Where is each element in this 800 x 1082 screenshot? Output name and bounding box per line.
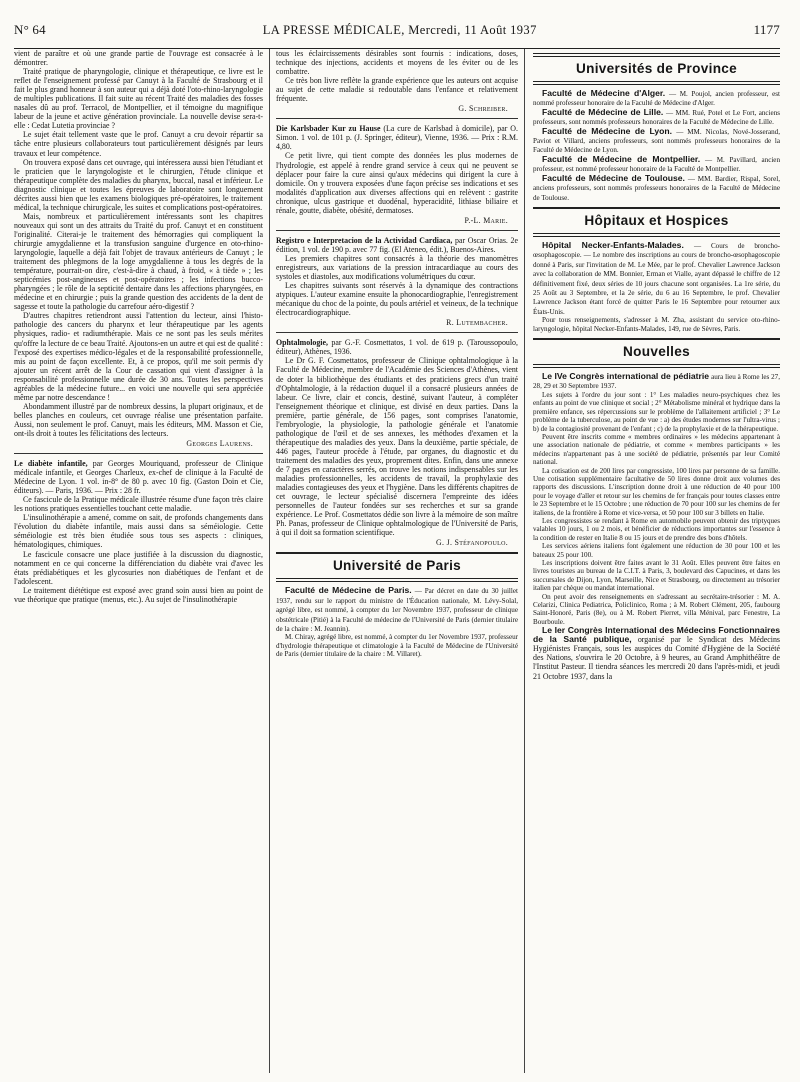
notice-body: organisé par le Syndicat des Médecins Hygiénistes Français, sous les auspices du Comité d'Hygiène de la Société des Nations, s'ouvrira le 20 Octobre, à 9 heures, au Grand Amphithéâtre de l'Institut Pasteur. Il tiendra séances les mercredi 20 dans l'après-midi, et jeudi 21 Octobre 1937, dans la	[533, 635, 780, 681]
notice-title: Faculté de Médecine de Toulouse.	[542, 172, 685, 183]
review-signature: Georges Laurens.	[186, 439, 253, 449]
notice-body: — MM. Rué, Potel et Le Fort, anciens professeurs, sont nommés professeurs honoraires de la Faculté de Médecine de Lille.	[533, 108, 780, 127]
notice-body: — Cours de broncho-œsophagoscopie. — Le nombre des inscriptions au cours de broncho-œsophagoscopie donné à Paris, sur l'invitation de M. Le Mée, par le prof. Chevalier Lawrence Jackson avec la collaboration de MM. Bonnier, Erman et Vialle, ayant dépassé le chiffre de 12 définitivement fixé, deux séries de 10 jours chacune sont organisées. La 1re série, du 25 Août au 3 Septembre, et la 2e série, du 6 au 16 Septembre, le prof. Chevalier Lawrence Jackson étant forcé de quitter Paris le 16 Septembre pour retourner aux États-Unis.	[533, 241, 780, 316]
paragraph: D'autres chapitres retiendront aussi l'attention du lecteur, ainsi l'histo-pathologie des cancers du pharynx et leur thérapeutique par les agents physiques, radio- et radiumthérapie. Mais ce ne sont pas les seuls mérites qu'offre la lecture de ce beau Traité. Ajoutons-en un autre et qui est de qualité : l'exposé des expertises médico-légales et de la responsabilité professionnelle, mis au point de façon excellente. Et, à ce propos, qu'il me soit permis d'y ajouter un récent arrêt de la Cour de cassation qui vient d'assigner à la responsabilité professionnelle une durée de 30 ans. Toutes les perspectives agréables de la médecine future... en voici une nouvelle qui sera appréciée même par notre descendance !	[14, 311, 263, 402]
book-title: Die Karlsbader Kur zu Hause	[276, 124, 381, 134]
paragraph: Les congressistes se rendant à Rome en automobile peuvent obtenir des triptyques valables 10 jours, 1 ou 2 mois, et bénéficier de réductions importantes sur l'essence à la condition de rester en Italie 8 ou 15 jours et de prendre des bons d'hôtels.	[533, 516, 780, 542]
paragraph: Les sujets à l'ordre du jour sont : 1° Les maladies neuro-psychiques chez les enfants au point de vue clinique et social ; 2° Métabolisme minéral et hydrique dans la première enfance, ses répercussions sur le problème de l'allaitement artificiel ; 3° Le problème de la tuberculose, au point de vue : a) des études modernes sur l'ultra-virus ; b) de la contagiosité provenant de l'enfant ; c) de la prophylaxie et de la thérapeutique.	[533, 390, 780, 433]
paragraph: Le Dr G. F. Cosmettatos, professeur de Clinique ophtalmologique à la Faculté de Médecine, membre de l'Académie des Sciences d'Athènes, vient de doter la bibliothèque des étudiants et des praticiens grecs d'un traité d'Ophtalmologie, à la rédaction duquel il a consacré plusieurs années de labeur. Ce livre, clair et concis, destiné, suivant l'auteur, à compléter l'enseignement théorique et clinique, est divisé en deux parties. Dans la première, partie générale, de 156 pages, sont comprises l'anatomie, l'embryologie, la physiologie, la pathologie générale et l'anatomie pathologique de l'œil et de ses annexes, les méthodes d'examen et la thérapeutique des maladies des yeux. Dans la deuxième, partie spéciale, de 446 pages, l'auteur procède à l'étude, par organes, du diagnostic et du traitement des maladies des yeux, proprement dites. Enfin, dans une annexe de 7 pages en caractères serrés, on trouve les notions indispensables sur les maladies professionnelles, les accidents de travail, la prophylaxie des maladies contagieuses des yeux et l'hygiène. Dans les différents chapitres de cet ouvrage, le lecteur spécialisé discernera l'empreinte des idées personnelles de l'auteur fondées sur ses recherches et sur sa grande expérience. Le Prof. Cosmettatos dédie son livre à la mémoire de son maître Ph. Panas, professeur de Clinique ophtalmologique de l'Université de Paris, à qui il doit sa formation scientifique.	[276, 356, 518, 538]
notice	[533, 241, 780, 316]
section-heading: Hôpitaux et Hospices	[584, 212, 729, 228]
paragraph: Les inscriptions doivent être faites avant le 31 Août. Elles peuvent être faites en livres touristes au bureau de la C.I.T. à Paris, 3, boulevard des Capucines, et dans les succursales de Dijon, Lyon, Marseille, Nice et Strasbourg, ou directement au trésorier italien par chèque ou mandat international.	[533, 559, 780, 593]
book-title: Le diabète infantile,	[14, 459, 88, 469]
paragraph: Ce très bon livre reflète la grande expérience que les auteurs ont acquise au sujet de cette maladie si redoutable dans l'enfance et relativement fréquente.	[276, 76, 518, 104]
paragraph: Le sujet était tellement vaste que le prof. Canuyt a cru devoir répartir sa tâche entre plusieurs collaborateurs tout particulièrement désignés par leurs travaux et leur compétence.	[14, 130, 263, 158]
issue-number: N° 64	[14, 22, 46, 37]
masthead	[14, 0, 780, 46]
notice	[276, 586, 518, 633]
paragraph: Le traitement diététique est exposé avec grand soin aussi bien au point de vue théorique que pratique (menus, etc.). Au sujet de l'insulinothérapie	[14, 585, 263, 604]
section-heading: Nouvelles	[623, 344, 690, 360]
book-details: par Georges Mouriquand, professeur de Clinique médicale infantile, et Georges Charleux, ex-chef de clinique à la Faculté de Médecine de Lyon. 1 vol. in-8° de 80 p. avec 10 fig. (Gaston Doin et Cie, éditeurs). — Paris, 1936. — Prix : 28 fr.	[14, 459, 263, 496]
notice-title: Faculté de Médecine de Lyon.	[542, 125, 673, 136]
column-2	[269, 49, 524, 1073]
notice-title: Faculté de Médecine de Lille.	[542, 106, 664, 117]
divider	[533, 207, 780, 209]
notice-title: Faculté de Médecine de Montpellier.	[542, 153, 701, 164]
section-heading: Université de Paris	[332, 558, 462, 574]
paragraph: Traité pratique de pharyngologie, clinique et thérapeutique, ce livre est le reflet de l'enseignement professé par Canuyt à la Faculté de Strasbourg et il fait le plus grand honneur à son auteur qui a déjà doté l'oto-rhino-laryngologie de multiples publications. Il fait suite au récent Traité des maladies des fosses nasales dû au prof. Terracol, de Montpellier, et il témoigne du magnifique labeur de la jeune et active génération provinciale. La nouvelle devise sera-t-elle : Cedat Lutetia provinciae ?	[14, 67, 263, 131]
book-details: par Oscar Orias. 2e édition, 1 vol. de 190 p. avec 77 fig. (El Ateneo, édit.), Buenos-Aires.	[276, 235, 518, 254]
paragraph: Les premiers chapitres sont consacrés à la théorie des manomètres enregistreurs, aux variations de la pression intracardiaque au cours des systoles et diastoles, aux modifications volumétriques du cœur.	[276, 253, 518, 282]
divider	[276, 230, 518, 231]
notice-body: — MM. Bardier, Rispal, Sorel, anciens professeurs, sont nommés professeurs honoraires de la Faculté de Médecine de Toulouse.	[533, 174, 780, 202]
notice-body: — M. Poujol, ancien professeur, est nommé professeur honoraire de la Faculté de Médecine d'Alger.	[533, 90, 780, 108]
journal-title: LA PRESSE MÉDICALE, Mercredi, 11 Août 1937	[262, 23, 537, 37]
notice-title: Le Ier Congrès International des Médecins Fonctionnaires de la Santé publique,	[533, 625, 780, 645]
paragraph: On peut avoir des renseignements en s'adressant au secrétaire-trésorier : M. A. Celarizi, Clinica Pediatrica, Policlinico, Roma ; à M. Robert Clément, 205, faubourg Saint-Honoré, Paris (8e), ou à M. Robert Pierret, villa Ménival, parc Fenestre, La Bourboule.	[533, 592, 780, 626]
book-entry	[276, 236, 518, 254]
divider	[14, 453, 263, 454]
review-signature: G. J. Stéfanopoulo.	[436, 538, 508, 548]
divider	[276, 332, 518, 333]
notice	[533, 155, 780, 174]
paragraph: M. Chiray, agrégé libre, est nommé, à compter du 1er Novembre 1937, professeur d'hydrologie thérapeutique et climatologie à la Faculté de Médecine de l'Université de Paris (dernier titulaire de la chaire : M. Villaret).	[276, 633, 518, 659]
review-signature: P.-L. Marie.	[464, 215, 508, 225]
notice	[533, 626, 780, 680]
notice-title: Faculté de Médecine de Paris.	[285, 585, 412, 596]
notice-title: Le IVe Congrès international de pédiatrie	[542, 371, 710, 382]
paragraph: Ce fascicule de la Pratique médicale illustrée résume d'une façon très claire les notions pratiques essentielles touchant cette maladie.	[14, 495, 263, 514]
paragraph: La cotisation est de 200 lires par congressiste, 100 lires par personne de sa famille. Une cotisation supplémentaire facultative de 50 lires donne droit aux volumes des rapports des discussions. L'inscription donne droit à une réduction de 40 pour 100 pour le voyage d'aller et retour sur les chemins de fer français pour toutes classes entre le 23 Septembre et le 15 Octobre ; une réduction de 70 pour 100 sur les chemins de fer italiens, de la frontière à Rome et vice-versa, et 50 pour 100 sur 3 billets en Italie.	[533, 466, 780, 517]
book-entry	[276, 124, 518, 151]
notice	[533, 174, 780, 202]
notice	[533, 127, 780, 155]
paragraph: Pour tous renseignements, s'adresser à M. Zha, assistant du service oto-rhino-laryngologie, hôpital Necker-Enfants-Malades, 149, rue de Sèvres, Paris.	[533, 316, 780, 333]
book-details: (La cure de Karlsbad à domicile), par O. Simon. 1 vol. de 101 p. (J. Springer, éditeur), Vienne, 1936. — Prix : R.M. 4,80.	[276, 124, 518, 152]
paragraph: L'insulinothérapie a amené, comme on sait, de profonds changements dans l'évolution du diabète infantile, mais aussi dans sa séméiologie. Cette séméiologie est très bien étudiée sous tous ses aspects : cliniques, hématologiques, chimiques.	[14, 513, 263, 550]
section-rule	[533, 233, 780, 237]
paragraph: Les services aériens italiens font également une réduction de 30 pour 100 et les bateaux 25 pour 100.	[533, 542, 780, 559]
paragraph: vient de paraître et où une grande partie de l'ouvrage est consacrée à le démontrer.	[14, 49, 263, 68]
paragraph: Abondamment illustré par de nombreux dessins, la plupart originaux, et de belles planches en couleurs, cet ouvrage réalise une présentation parfaite. Aussi, non seulement le prof. Canuyt, mais les éditeurs, MM. Masson et Cie, ont-ils droit à toutes les félicitations des lecteurs.	[14, 401, 263, 438]
notice-body: — Par décret en date du 30 juillet 1937, rendu sur le rapport du ministre de l'Éducation nationale, M. Lévy-Solal, agrégé libre, est nommé, à compter du 1er Novembre 1937, professeur de clinique obstétricale (Pitié) à la Faculté de médecine de l'Université de Paris (dernier titulaire de la chaire : M. Jeannin).	[276, 587, 518, 634]
section-rule	[533, 81, 780, 85]
section-rule	[533, 53, 780, 57]
section-heading: Universités de Province	[575, 61, 738, 76]
column-3	[524, 49, 780, 1073]
review-signature: R. Lutembacher.	[446, 318, 508, 328]
notice-body: aura lieu à Rome les 27, 28, 29 et 30 Septembre 1937.	[533, 373, 780, 391]
paragraph: Les chapitres suivants sont réservés à la dynamique des contractions atypiques. L'auteur examine ensuite la phonocardiographie, l'enregistrement mécanique du choc de la pointe, du pouls artériel et veineux, de la technique électrocardiographique.	[276, 281, 518, 318]
paragraph: Peuvent être inscrits comme « membres ordinaires » les médecins appartenant à une association nationale de pédiatrie, et comme « membres participants » les médecins n'appartenant pas à une société de pédiatrie, présentés par leur Comité national.	[533, 432, 780, 467]
book-entry	[276, 338, 518, 356]
paragraph: On trouvera exposé dans cet ouvrage, qui intéressera aussi bien l'étudiant et le praticien que le laryngologiste et le chirurgien, l'étude clinique et thérapeutique complète des maladies du pharynx, buccal, nasal et inférieur. Le diagnostic clinique et toutes les épreuves de laboratoire sont longuement décrites aussi bien que les examens biologiques pré-opératoires, le traitement médical, la technique chirurgicale, les suites et complications post-opératoires.	[14, 157, 263, 212]
notice	[533, 89, 780, 108]
section-rule	[276, 578, 518, 582]
book-title: Ophtalmologie,	[276, 338, 328, 348]
book-title: Registro e Interpretacion de la Actividad Cardiaca,	[276, 235, 453, 245]
page-number: 1177	[753, 22, 780, 37]
divider	[276, 118, 518, 119]
notice	[533, 372, 780, 391]
paragraph: Ce petit livre, qui tient compte des données les plus modernes de l'hydrologie, est appelé à rendre grand service à ceux qui ne peuvent se déplacer pour faire la cure ainsi qu'aux médecins qui dirigent la cure à domicile. On y trouvera exposées d'une façon précise ses indications et ses modalités d'application aux diverses affections qui en relèvent : gastrite chronique, ulcus gastrique et duodénal, hyperacidité, lithiase biliaire et rénale, goutte, diabète, obésité, dermatoses.	[276, 151, 518, 215]
paragraph: Le fascicule consacre une place justifiée à la discussion du diagnostic, notamment en ce qui concerne la différenciation du diabète vrai d'avec les états prédiabétiques et les glycosuries non diabétiques de l'enfant et de l'adolescent.	[14, 549, 263, 586]
paragraph: tous les éclaircissements désirables sont fournis : indications, doses, technique des injections, accidents et moyens de les éviter ou de les combattre.	[276, 49, 518, 77]
section-rule	[533, 364, 780, 368]
notice-body: — MM. Nicolas, Nové-Josserand, Paviot et Villard, anciens professeurs, sont nommés professeurs honoraires de la Faculté de Médecine de Lyon.	[533, 127, 780, 155]
column-1	[14, 49, 269, 1073]
notice-title: Faculté de Médecine d'Alger.	[542, 88, 666, 99]
notice	[533, 108, 780, 127]
divider	[276, 552, 518, 554]
divider	[533, 338, 780, 340]
paragraph: Mais, nombreux et particulièrement intéressants sont les chapitres nouveaux qui sont un des attraits du Traité du prof. Canuyt et en constituent l'originalité. Citerai-je le traitement des hémorragies qui compliquent la chirurgie amygdalienne et la transfusion sanguine d'urgence en oto-rhino-laryngologie, laquelle a déjà fait l'objet de travaux antérieurs de Canuyt ; le traitement des phlegmons de la loge amygdalienne à tous les degrés de la température, pourrait-on dire, c'est-à-dire à chaud, à froid, « à tiède » ; les septicémies post-angineuses et post-opératoires ; les infections bucco-pharyngées ; le rôle de la septicité dentaire dans les affections pharyngées, en médecine et en chirurgie ; puis la grande question des accidents de la dent de sagesse et toute la pathologie du carrefour aéro-digestif ?	[14, 211, 263, 312]
review-signature: G. Schreiber.	[458, 104, 508, 114]
columns	[14, 49, 780, 1073]
book-details: par G.-F. Cosmettatos, 1 vol. de 619 p. (Taroussopoulo, éditeur), Athènes, 1936.	[276, 338, 518, 357]
book-entry	[14, 459, 263, 495]
notice-title: Hôpital Necker-Enfants-Malades.	[542, 239, 684, 250]
notice-body: — M. Pavillard, ancien professeur, est nommé professeur honoraire de la Faculté de Montpellier.	[533, 155, 780, 174]
